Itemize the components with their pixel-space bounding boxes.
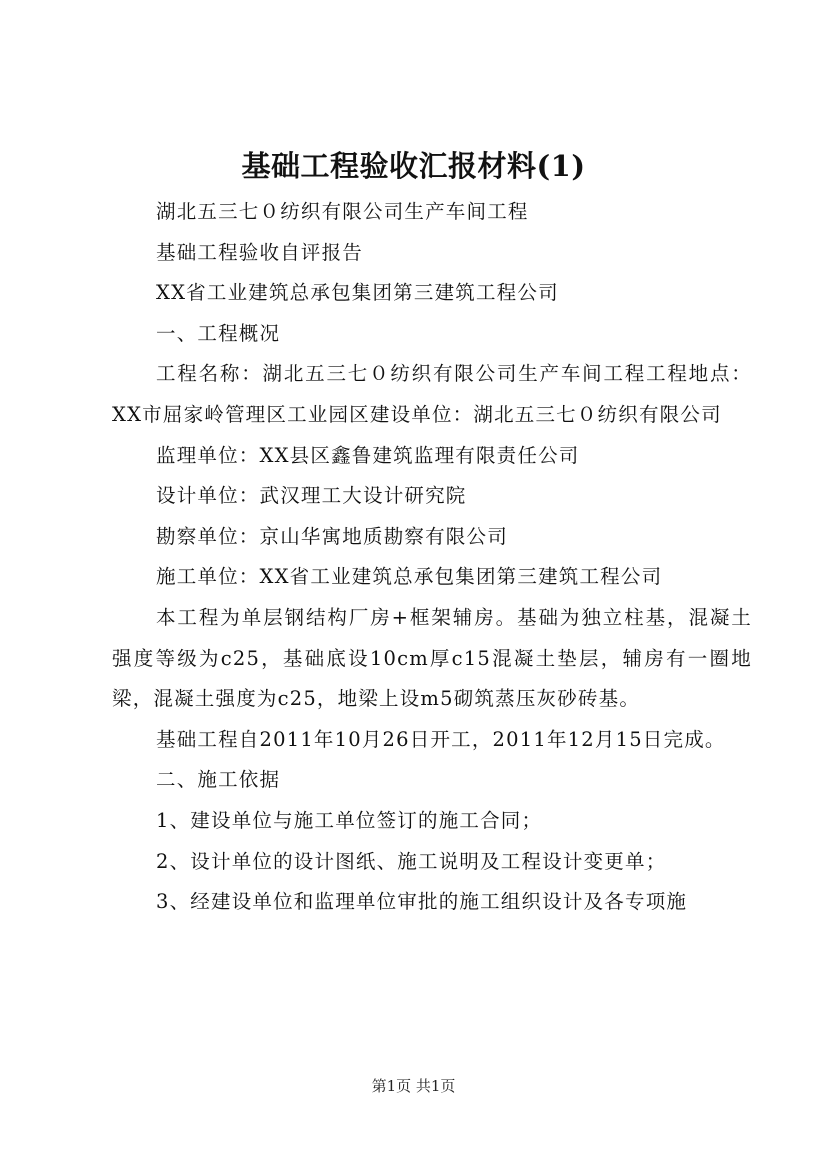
paragraph-designer: 设计单位：武汉理工大设计研究院	[156, 484, 467, 508]
paragraph-structure-description: 本工程为单层钢结构厂房+框架辅房。基础为独立柱基，混凝土强度等级为c25，基础底设10cm厚c15混凝土垫层，辅房有一圈地梁，混凝土强度为c25，地梁上设m5砌筑蒸压灰砂砖基。	[112, 605, 752, 711]
paragraph-report-title: 基础工程验收自评报告	[156, 240, 364, 264]
paragraph-builder: 施工单位：XX省工业建筑总承包集团第三建筑工程公司	[156, 565, 663, 589]
paragraph-surveyor: 勘察单位：京山华寓地质勘察有限公司	[156, 524, 508, 548]
section-heading-overview: 一、工程概况	[156, 321, 281, 345]
list-item-drawings: 2、设计单位的设计图纸、施工说明及工程设计变更单；	[156, 849, 667, 873]
list-item-contract: 1、建设单位与施工单位签订的施工合同；	[156, 808, 543, 832]
document-body	[112, 192, 752, 923]
section-heading-basis: 二、施工依据	[156, 768, 281, 792]
page-number: 第1页 共1页	[371, 1077, 456, 1095]
document-title: 基础工程验收汇报材料(1)	[241, 149, 586, 183]
paragraph-contractor: XX省工业建筑总承包集团第三建筑工程公司	[156, 281, 559, 305]
paragraph-project-name: 湖北五三七０纺织有限公司生产车间工程	[156, 200, 529, 223]
paragraph-project-info: 工程名称：湖北五三七０纺织有限公司生产车间工程工程地点：XX市屈家岭管理区工业园区建设单位：湖北五三七０纺织有限公司	[112, 362, 752, 426]
paragraph-schedule: 基础工程自2011年10月26日开工，2011年12月15日完成。	[156, 727, 726, 751]
list-item-construction-plan: 3、经建设单位和监理单位审批的施工组织设计及各专项施	[156, 890, 688, 914]
paragraph-supervisor: 监理单位：XX县区鑫鲁建筑监理有限责任公司	[156, 443, 580, 467]
